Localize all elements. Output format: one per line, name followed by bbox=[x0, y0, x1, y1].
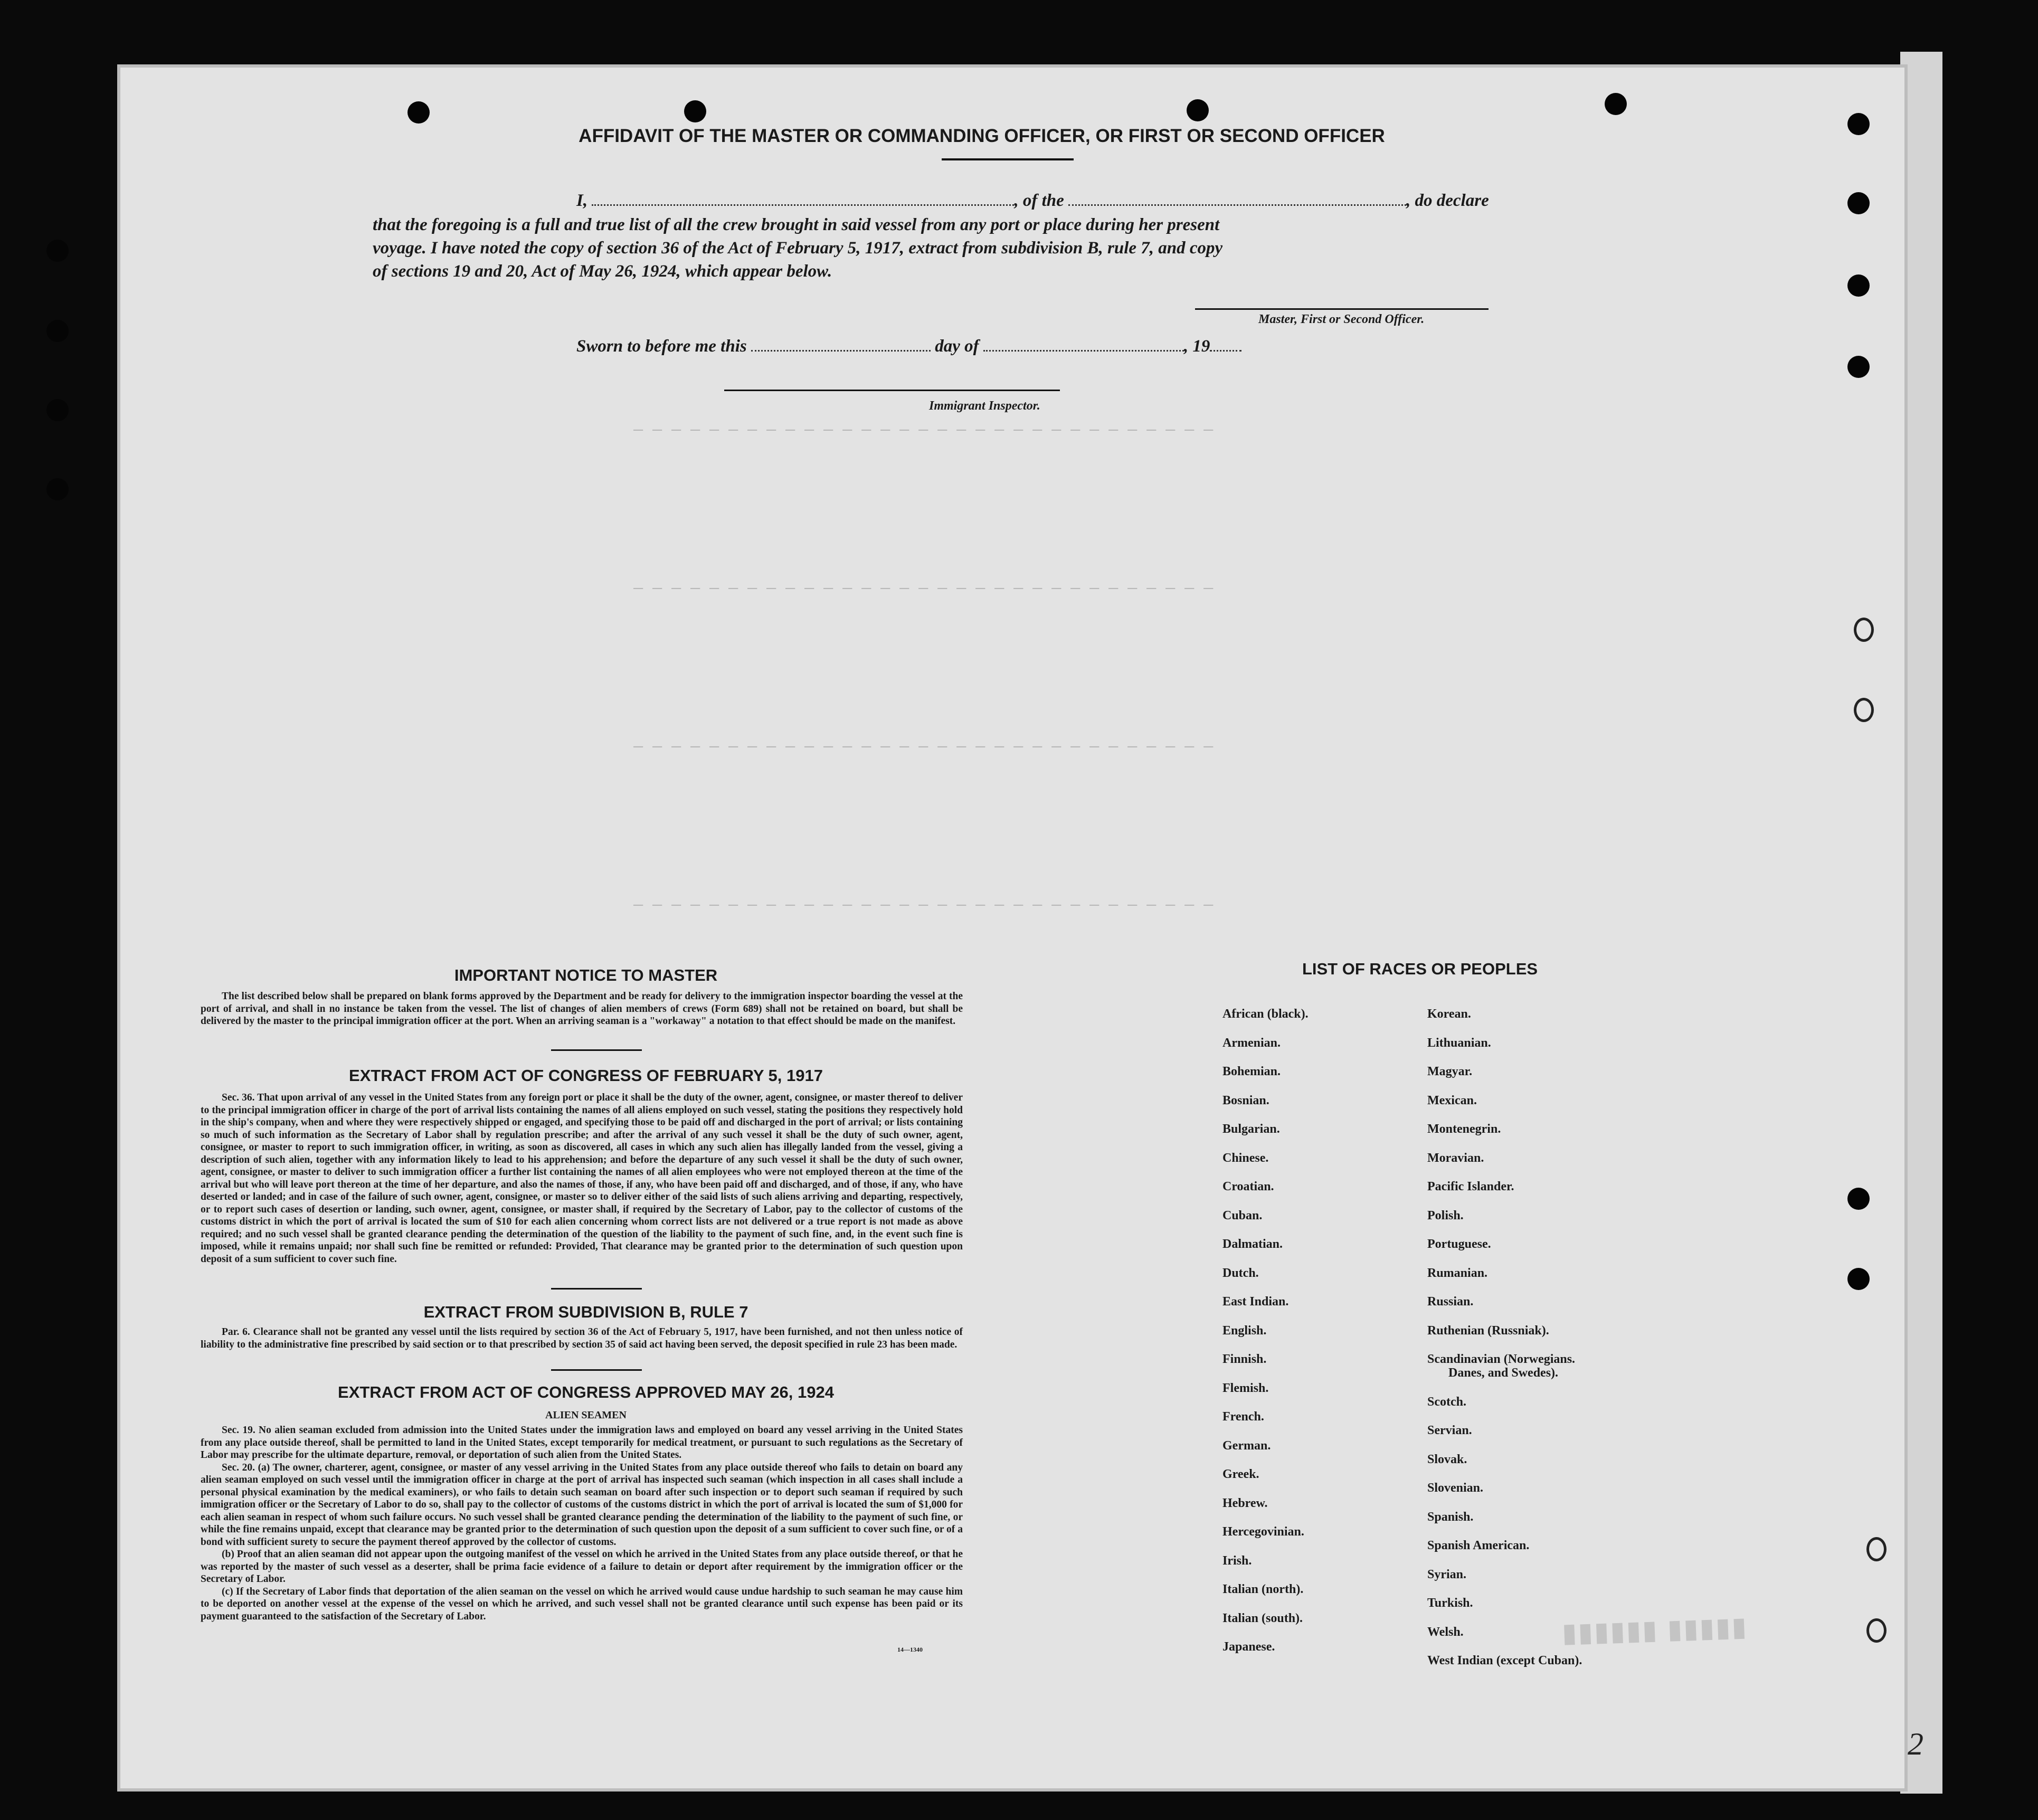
act-1924-title: EXTRACT FROM ACT OF CONGRESS APPROVED MAY 26, 1924 bbox=[338, 1383, 834, 1401]
bleed-through-text: ─ ─ ─ ─ ─ ─ ─ ─ ─ ─ ─ ─ ─ ─ ─ ─ ─ ─ ─ ─ ─ ─ ─ ─ ─ ─ ─ ─ ─ ─ ─ bbox=[633, 897, 1214, 915]
race-item: Croatian. bbox=[1222, 1180, 1274, 1193]
race-item: Bohemian. bbox=[1222, 1065, 1281, 1078]
inspector-caption: Immigrant Inspector. bbox=[929, 399, 1040, 413]
race-item: Spanish. bbox=[1427, 1510, 1474, 1524]
sworn-text: , 19 bbox=[1183, 337, 1210, 356]
punch-hole bbox=[1866, 1537, 1887, 1561]
declaration-line-3: voyage. I have noted the copy of section 36 of the Act of February 5, 1917, extract from subdivision B, rule 7, and copy bbox=[373, 239, 1223, 258]
race-item: Portuguese. bbox=[1427, 1237, 1491, 1251]
punch-hole bbox=[684, 100, 706, 122]
master-caption: Master, First or Second Officer. bbox=[1258, 312, 1425, 326]
bleed-through-text: ─ ─ ─ ─ ─ ─ ─ ─ ─ ─ ─ ─ ─ ─ ─ ─ ─ ─ ─ ─ ─ ─ ─ ─ ─ ─ ─ ─ ─ ─ ─ bbox=[633, 422, 1214, 440]
race-item: Moravian. bbox=[1427, 1151, 1484, 1165]
race-item: Lithuanian. bbox=[1427, 1036, 1491, 1050]
punch-hole bbox=[1854, 618, 1874, 642]
race-item: East Indian. bbox=[1222, 1295, 1289, 1309]
race-item: Italian (north). bbox=[1222, 1582, 1304, 1596]
sec-20b-paragraph: (b) Proof that an alien seaman did not appear upon the outgoing manifest of the vessel on which he arrived in the United States from any place outside thereof, or that he was reported by the master of such vessel as a deserter, shall be prima facie evidence of a failure to detain or deport after requirement by the immigration officer or the Secretary of Labor. bbox=[201, 1549, 963, 1585]
race-item: Dutch. bbox=[1222, 1266, 1259, 1280]
name-blank[interactable] bbox=[592, 192, 1014, 206]
stamp-text: ▮▮▮▮▮▮ ▮▮▮▮▮ bbox=[1562, 1613, 1749, 1648]
notice-text bbox=[201, 990, 963, 1028]
rule-7-paragraph: Par. 6. Clearance shall not be granted any vessel until the lists required by section 36 of the Act of February 5, 1917, have been furnished, and not then unless notice of liability to the administrative fine prescribed by said section or to that prescribed by section 35 of said act having been served, the deposit specified in rule 23 has been made. bbox=[201, 1326, 963, 1350]
race-item: Slovak. bbox=[1427, 1452, 1467, 1466]
race-item: English. bbox=[1222, 1323, 1267, 1338]
punch-hole bbox=[1847, 356, 1870, 378]
races-right-column bbox=[1427, 1007, 1723, 1672]
race-item: African (black). bbox=[1222, 1007, 1309, 1021]
race-item: Dalmatian. bbox=[1222, 1237, 1283, 1251]
sworn-year-blank[interactable] bbox=[1210, 337, 1241, 352]
act-1917-title: EXTRACT FROM ACT OF CONGRESS OF FEBRUARY 5, 1917 bbox=[349, 1066, 823, 1085]
punch-hole bbox=[1847, 274, 1870, 297]
title-underline bbox=[942, 158, 1074, 160]
affidavit-title: AFFIDAVIT OF THE MASTER OR COMMANDING OFFICER, OR FIRST OR SECOND OFFICER bbox=[579, 126, 1385, 146]
race-item: Scotch. bbox=[1427, 1395, 1466, 1409]
declaration-line-4: of sections 19 and 20, Act of May 26, 1924, which appear below. bbox=[373, 262, 832, 281]
sec-19-paragraph: Sec. 19. No alien seaman excluded from admission into the United States under the immigration laws and employed on board any vessel arriving in the United States from any place outside thereof, shall be permitted to land in the United States, except temporarily for medical treatment, or pursuant to such regulations as the Secretary of Labor may prescribe for the ultimate departure, removal, or deportation of such alien from the United States. bbox=[201, 1425, 963, 1461]
punch-hole bbox=[46, 240, 69, 262]
sworn-day-blank[interactable] bbox=[751, 337, 931, 352]
punch-hole bbox=[1187, 99, 1209, 121]
punch-hole bbox=[46, 399, 69, 421]
race-item: Greek. bbox=[1222, 1467, 1259, 1481]
race-item: French. bbox=[1222, 1410, 1264, 1424]
race-item: Pacific Islander. bbox=[1427, 1180, 1514, 1193]
race-item: Magyar. bbox=[1427, 1065, 1473, 1078]
race-item: Syrian. bbox=[1427, 1567, 1467, 1581]
bleed-through-text: ─ ─ ─ ─ ─ ─ ─ ─ ─ ─ ─ ─ ─ ─ ─ ─ ─ ─ ─ ─ ─ ─ ─ ─ ─ ─ ─ ─ ─ ─ ─ bbox=[633, 739, 1214, 757]
punch-hole bbox=[46, 320, 69, 342]
race-item: Spanish American. bbox=[1427, 1539, 1530, 1552]
bleed-through-text: ─ ─ ─ ─ ─ ─ ─ ─ ─ ─ ─ ─ ─ ─ ─ ─ ─ ─ ─ ─ ─ ─ ─ ─ ─ ─ ─ ─ ─ ─ ─ bbox=[633, 581, 1214, 599]
sworn-line bbox=[576, 337, 1241, 356]
race-item: Bulgarian. bbox=[1222, 1122, 1280, 1136]
declaration-text: , do declare bbox=[1406, 191, 1489, 210]
race-item: German. bbox=[1222, 1438, 1271, 1453]
race-item: Hebrew. bbox=[1222, 1496, 1268, 1510]
punch-hole bbox=[407, 101, 430, 124]
punch-hole bbox=[1866, 1618, 1887, 1643]
sworn-month-blank[interactable] bbox=[983, 337, 1184, 352]
race-item: Flemish. bbox=[1222, 1381, 1269, 1395]
declaration-line-1 bbox=[576, 191, 1489, 211]
race-item: Servian. bbox=[1427, 1424, 1472, 1437]
act-1917-text bbox=[201, 1092, 963, 1265]
sworn-text: Sworn to before me this bbox=[576, 337, 747, 356]
form-number: 14—1340 bbox=[897, 1646, 923, 1653]
race-item: Hercegovinian. bbox=[1222, 1525, 1304, 1539]
declaration-text: I, bbox=[576, 191, 588, 210]
punch-hole bbox=[1854, 698, 1874, 722]
declaration-text: , of the bbox=[1014, 191, 1064, 210]
race-item: Finnish. bbox=[1222, 1352, 1267, 1366]
inspector-signature-line[interactable] bbox=[724, 390, 1060, 391]
punch-hole bbox=[1605, 93, 1627, 115]
notice-title: IMPORTANT NOTICE TO MASTER bbox=[454, 966, 718, 984]
punch-hole bbox=[1847, 113, 1870, 135]
rule-7-text bbox=[201, 1326, 963, 1351]
master-signature-line[interactable] bbox=[1195, 308, 1489, 310]
act-1924-text bbox=[201, 1424, 963, 1623]
race-item: Russian. bbox=[1427, 1295, 1474, 1309]
punch-hole bbox=[1847, 1268, 1870, 1290]
race-item: Chinese. bbox=[1222, 1151, 1269, 1165]
punch-hole bbox=[1847, 1188, 1870, 1210]
divider bbox=[551, 1369, 642, 1371]
punch-hole bbox=[46, 478, 69, 500]
race-item: Slovenian. bbox=[1427, 1481, 1484, 1495]
sworn-text: day of bbox=[935, 337, 979, 356]
race-item: Danes, and Swedes). bbox=[1448, 1366, 1559, 1380]
punch-hole bbox=[1847, 192, 1870, 214]
race-item: Scandinavian (Norwegians. bbox=[1427, 1352, 1576, 1366]
race-item: Mexican. bbox=[1427, 1093, 1477, 1107]
race-item: Bosnian. bbox=[1222, 1093, 1269, 1107]
vessel-blank[interactable] bbox=[1068, 192, 1406, 206]
race-item: Japanese. bbox=[1222, 1640, 1275, 1654]
notice-paragraph: The list described below shall be prepared on blank forms approved by the Department and be ready for delivery to the immigration inspector boarding the vessel at the port of arrival, and shall in no instance be taken from the vessel. The list of changes of alien members of crews (Form 689) shall not be retained on board, but shall be delivered by the master to the principal immigration officer at the port. When an arriving seaman is a "workaway" a notation to that effect should be made on the manifest. bbox=[201, 991, 963, 1027]
race-item: Armenian. bbox=[1222, 1036, 1281, 1050]
race-item: Ruthenian (Russniak). bbox=[1427, 1323, 1549, 1338]
sec-20a-paragraph: Sec. 20. (a) The owner, charterer, agent, consignee, or master of any vessel arriving in the United States from any place outside thereof who fails to detain on board any alien seaman employed on such vessel until the immigration officer in charge at the port of arrival has inspected such seaman (which inspection in all cases shall include a personal physical examination by the medical examiners), or who fails to detain such seaman on board after such inspection or to deport such seaman if required by such immigration officer or the Secretary of Labor to do so, shall pay to the collector of customs of the customs district in which the port of arrival is located the sum of $1,000 for each alien seaman in respect of whom such failure occurs. No such vessel shall be granted clearance pending the determination of the liability to the payment of such fine, or while the fine remains unpaid, except that clearance may be granted prior to the determination of such question upon the deposit of a sum sufficient to cover such fine, or of a bond with sufficient surety to secure the payment thereof approved by the collector of customs. bbox=[201, 1462, 963, 1548]
act-1917-paragraph: Sec. 36. That upon arrival of any vessel in the United States from any foreign port or place it shall be the duty of the owner, agent, consignee, or master thereof to deliver to the principal immigration officer in charge of the port of arrival lists containing the names of all aliens employed on such vessel, stating the positions they respectively hold in the ship's company, when and where they were respectively shipped or engaged, and specifying those to be paid off and discharged in the port of arrival; or lists containing so much of such information as the Secretary of Labor shall by regulation prescribe; and after the arrival of any such vessel it shall be the duty of such owner, agent, consignee, or master to report to such immigration officer, in writing, as soon as discovered, all cases in which any such alien has illegally landed from the vessel, giving a description of such alien, together with any information likely to lead to his apprehension; and before the departure of any such vessel it shall be the duty of such owner, agent, consignee, or master to deliver to such immigration officer a further list containing the names of all alien employees who were not employed thereon at the time of the arrival but who will leave port thereon at the time of her departure, and also the names of those, if any, who have been paid off and discharged, and of those, if any, who have deserted or landed; and in case of the failure of such owner, agent, consignee, or master so to deliver either of the said lists of such aliens arriving and departing, respectively, or to report such cases of desertion or landing, such owner, agent, consignee, or master shall, if required by the Secretary of Labor, pay to the collector of customs of the customs district in which the port of arrival is located the sum of $10 for each alien concerning whom correct lists are not delivered or a true report is not made as above required; and no such vessel shall be granted clearance pending the determination of the question of the liability to the payment of such fine, and, in the event such fine is imposed, while it remains unpaid; nor shall such fine be remitted or refunded: Provided, That clearance may be granted prior to the determination of such question upon deposit of a sum sufficient to cover such fine. bbox=[201, 1092, 963, 1265]
divider bbox=[551, 1288, 642, 1290]
sec-20c-paragraph: (c) If the Secretary of Labor finds that deportation of the alien seaman on the vessel on which he arrived would cause undue hardship to such seaman he may cause him to be deported on another vessel at the expense of the vessel on which he arrived, and such vessel shall not be granted clearance until such expense has been paid or its payment guaranteed to the satisfaction of the Secretary of Labor. bbox=[201, 1586, 963, 1622]
race-item: Turkish. bbox=[1427, 1596, 1473, 1610]
margin-mark: 2 bbox=[1908, 1727, 1923, 1761]
race-item: Irish. bbox=[1222, 1553, 1252, 1568]
race-item: Montenegrin. bbox=[1427, 1122, 1501, 1136]
races-title: LIST OF RACES OR PEOPLES bbox=[1302, 960, 1538, 978]
race-item: Italian (south). bbox=[1222, 1611, 1303, 1625]
race-item: Rumanian. bbox=[1427, 1266, 1488, 1280]
race-item: Korean. bbox=[1427, 1007, 1471, 1021]
race-item: Polish. bbox=[1427, 1208, 1464, 1222]
underlying-page-edge bbox=[1900, 52, 1942, 1794]
alien-seamen-subtitle: ALIEN SEAMEN bbox=[545, 1409, 627, 1421]
race-item: Welsh. bbox=[1427, 1625, 1464, 1639]
race-item: West Indian (except Cuban). bbox=[1427, 1654, 1582, 1667]
races-left-column bbox=[1222, 1007, 1434, 1672]
declaration-line-2: that the foregoing is a full and true list of all the crew brought in said vessel from any port or place during her present bbox=[373, 215, 1220, 234]
rule-7-title: EXTRACT FROM SUBDIVISION B, RULE 7 bbox=[423, 1303, 748, 1321]
race-item: Cuban. bbox=[1222, 1208, 1263, 1222]
divider bbox=[551, 1049, 642, 1051]
